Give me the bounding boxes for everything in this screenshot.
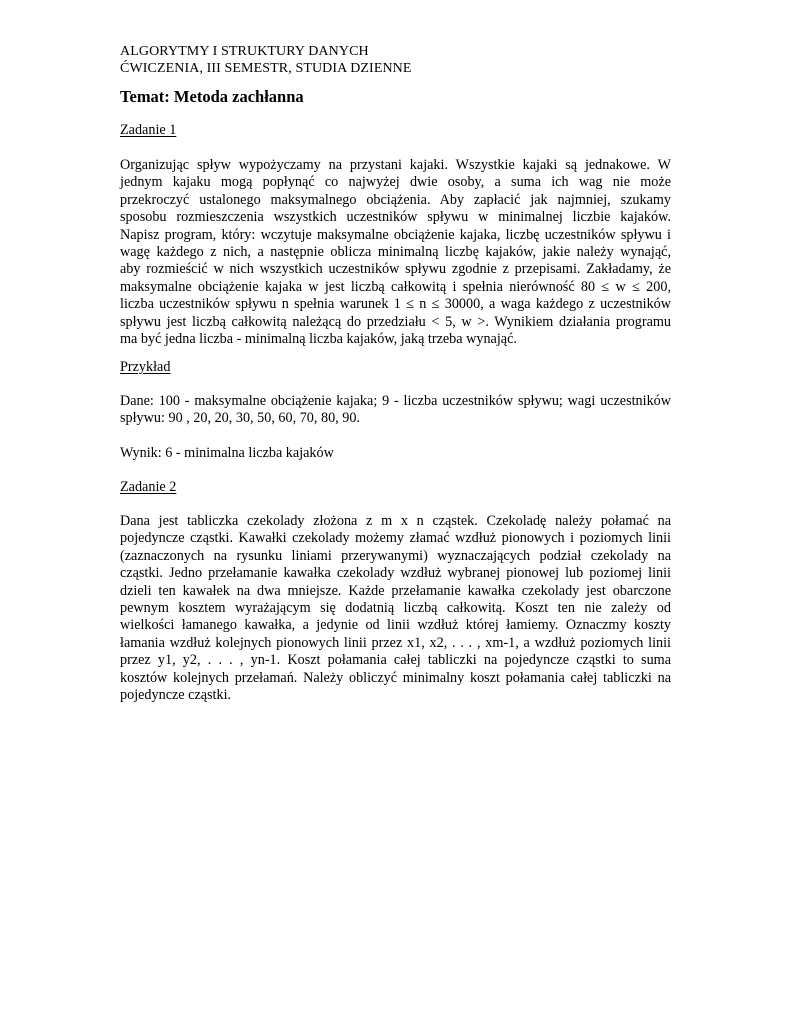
paragraph-line: Dane: 100 - maksymalne obciążenie kajaka; 9 - liczba uczestników spływu; wagi uczestników [120,393,671,409]
paragraph-line: pojedyncze cząstki. [120,687,232,704]
paragraph-line: wielkości łamanego kawałka, a jedynie od linii wzdłuż której łamiemy. Oznaczmy koszty [120,617,671,634]
paragraph-line: pojedyncze cząstki. Kawałki czekolady możemy złamać wzdłuż pionowych i poziomych linii [120,530,671,547]
example-heading: Przykład [120,359,171,375]
paragraph-line: spływu: 90 , 20, 20, 30, 50, 60, 70, 80, 90. [120,410,361,427]
task2-paragraph [120,513,671,704]
paragraph-line: łamania wzdłuż kolejnych pionowych linii przez x1, x2, . . . , xm-1, a wzdłuż poziomych linii [120,634,671,651]
paragraph-line: aby rozmieścić w nich wszystkich uczestników spływu zgodnie z przepisami. Zakładamy, że [120,261,671,278]
course-title: ALGORYTMY I STRUKTURY DANYCH [120,44,369,59]
paragraph-line: dzieli ten kawałek na dwa mniejsze. Każde przełamanie kawałka czekolady jest obarczone [120,582,671,599]
paragraph-line: Dana jest tabliczka czekolady złożona z m x n cząstek. Czekoladę należy połamać na [120,513,671,529]
paragraph-line: przekroczyć ustalonego maksymalnego obciążenia. Aby zapłacić jak najmniej, szukamy [120,191,671,208]
task1-paragraph [120,157,671,348]
example-data-paragraph [120,393,671,428]
paragraph-line: spływu jest liczbą całkowitą należącą do przedziału < 5, w >. Wynikiem działania programu [120,313,671,330]
paragraph-line: liczba uczestników spływu n spełnia warunek 1 ≤ n ≤ 30000, a waga każdego z uczestników [120,296,671,313]
paragraph-line: pewnym kosztem wyrażającym się dodatnią liczbą całkowitą. Koszt ten nie zależy od [120,600,671,617]
paragraph-line: maksymalne obciążenie kajaka w jest liczbą całkowitą i spełnia nierówność 80 ≤ w ≤ 200, [120,278,671,295]
task2-heading: Zadanie 2 [120,479,177,495]
paragraph-line: cząstki. Jedno przełamanie kawałka czekolady wzdłuż wybranej pionowej lub poziomej linii [120,565,671,582]
paragraph-line: jednym kajaku mogą popłynąć co najwyżej dwie osoby, a suma ich wag nie może [120,174,671,191]
task1-heading: Zadanie 1 [120,122,177,138]
course-subtitle: ĆWICZENIA, III SEMESTR, STUDIA DZIENNE [120,61,412,76]
paragraph-line: wagę każdego z nich, a następnie oblicza minimalną liczbę kajaków, jakie należy wynająć, [120,244,671,261]
paragraph-line: (zaznaczonych na rysunku liniami przerywanymi) wyznaczających podział czekolady na [120,547,671,564]
paragraph-line: Organizując spływ wypożyczamy na przystani kajaki. Wszystkie kajaki są jednakowe. W [120,157,671,173]
example-result: Wynik: 6 - minimalna liczba kajaków [120,445,334,461]
paragraph-line: Napisz program, który: wczytuje maksymalne obciążenie kajaka, liczbę uczestników spływu i [120,226,671,243]
paragraph-line: przez y1, y2, . . . , yn-1. Koszt połamania całej tabliczki na pojedyncze cząstki to suma [120,652,671,669]
paragraph-line: ma być jedna liczba - minimalną liczba kajaków, jaką trzeba wynająć. [120,331,517,348]
page-title: Temat: Metoda zachłanna [120,87,304,106]
paragraph-line: sposobu rozmieszczenia wszystkich uczestników spływu w minimalnej liczbie kajaków. [120,209,671,226]
paragraph-line: kosztów kolejnych przełamań. Należy obliczyć minimalny koszt połamania całej tabliczki na [120,669,671,686]
